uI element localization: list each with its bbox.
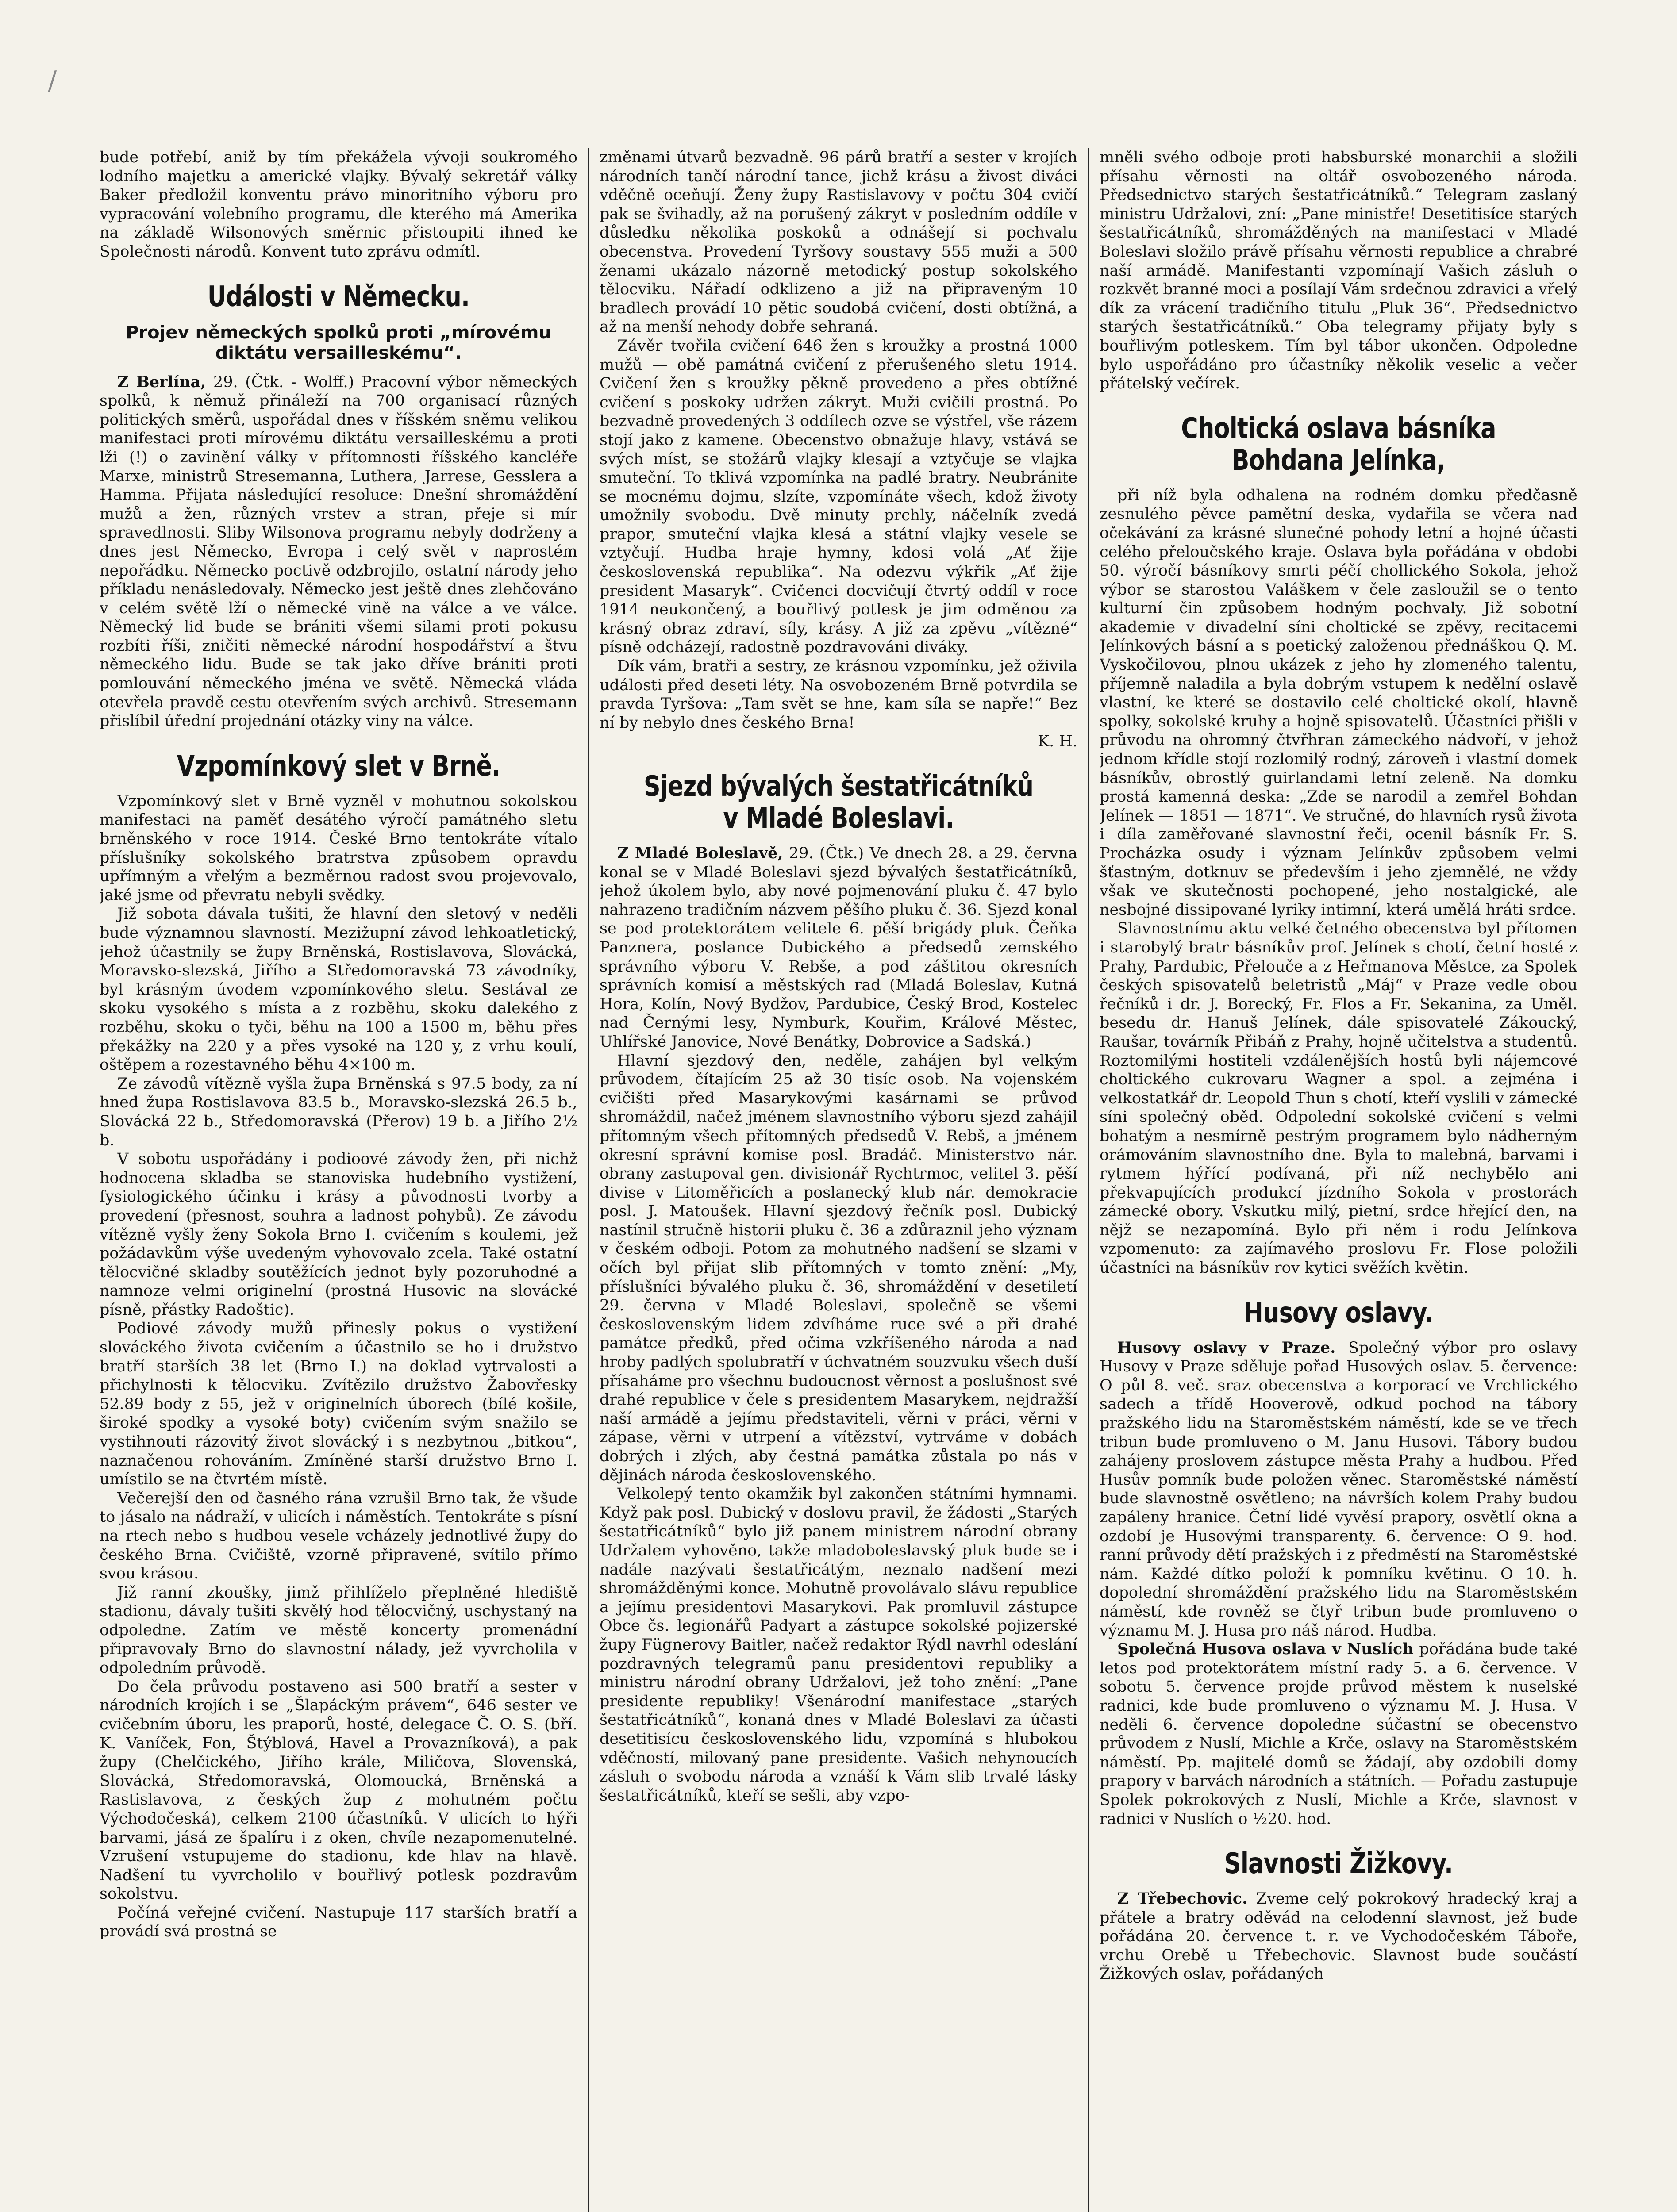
headline-slavnosti-zizkovy: Slavnosti Žižkovy. — [1224, 1847, 1453, 1881]
column-1 — [100, 148, 577, 2212]
paragraph: Počíná veřejné cvičení. Nastupuje 117 starších bratří a provádí svá prostná se — [100, 1904, 577, 1941]
paragraph: Husovy oslavy v Praze. Společný výbor pro oslavy Husovy v Praze sděluje pořad Husových oslav. 5. července: O půl 8. več. sraz obecenstva a korporací ve Vrchlického sadech a třídě Hooverově, odkud pochod na tábory pražského lidu na Staroměstském náměstí, kde se ve třech tribun bude promluveno o M. Janu Husovi. Tábory budou zahájeny proslovem zástupce města Prahy a hudbou. Před Husův pomník bude položen věnec. Staroměstské náměstí bude slavnostně osvětleno; na návrších kolem Prahy budou zapáleny hranice. Četní lidé vyvěsí prapory, osvětlí okna a ozdobí je Husovými transparenty. 6. července: O 9. hod. ranní průvody dětí pražských i z předměstí na Staroměstské nám. Každé dítko položí k pomníku květinu. O 10. h. dopolední shromáždění pražského lidu na Staroměstském náměstí, kde rovněž se čtyř tribun bude promluveno o významu M. J. Husa pro náš národ. Hudba. — [1100, 1338, 1577, 1640]
paragraph: Závěr tvořila cvičení 646 žen s kroužky a prostná 1000 mužů — obě památná cvičení z přerušeného sletu 1914. Cvičení žen s kroužky pěkně provedeno a přes obtížné cvičení s poskoky udržen zákryt. Muži cvičili prostná. Po bezvadně provedených 3 oddílech ozve se výstřel, vše rázem stojí jako z kamene. Obecenstvo obnažuje hlavy, vstává se svých míst, se stožárů vlajky klesají a vztyčuje se vlajka smuteční. To tklivá vzpomínka na padlé bratry. Neubránite se mocnému dojmu, slzíte, vzpomínáte všech, kdož životy umožnily svobodu. Dvě minuty prchly, náčelník zvedá prapor, smuteční vlajka klesá a státní vlajky vesele se vztyčují. Hudba hraje hymny, kdosi volá „Ať žije československá republika“. Na odezvu výkřik „Ať žije president Masaryk“. Cvičenci docvičují čtvrtý oddíl v roce 1914 neukončený, a bouřlivý potlesk je jim odměnou za krásný obraz zdraví, síly, krásy. A již za zpěvu „vítězné“ písně odcházejí, radostně pozdravováni diváky. — [600, 337, 1077, 657]
paragraph: při níž byla odhalena na rodném domku předčasně zesnulého pěvce pamětní deska, vydařila se včera nad očekávání za krásné slunečné pohody letní a hojné účasti celého přeloučského kraje. Oslava byla pořádána v obdobi 50. výročí básníkovy smrti péčí chollického Sokola, jehož výbor se starostou Valáškem v čele zasloužil se o tento kulturní čin způsobem hodným pochvaly. Již sobotní akademie v divadelní síni choltické se zpěvy, recitacemi Jelínkových básní a s poetický založenou přednáškou Q. M. Vyskočilovou, plnou ukázek z jeho hy zlomeného talentu, příjemně naladila a byla dobrým vstupem k nedělní oslavě vlastní, ke které se dostavilo celé choltické okolí, hlavně spolky, sokolské kruhy a hojně spisovatelů. Účastníci přišli v průvodu na ohromný čtvřhran zámeckého nádvoří, v jehož jednom křídle stojí rozlomilý rodný, zároveň i vlastní domek básníkův, obrostlý guirlandami letní zeleně. Na domku prostá kamenná deska: „Zde se narodil a zemřel Bohdan Jelínek — 1851 — 1871“. Ve stručné, do hlavních rysů života i díla zaměřované slavnostní řeči, ocenil básník Fr. S. Procházka osudy i význam Jelínkův způsobem velmi šťastným, dotknuv se především i jeho zjemnělé, ne vždy však ve skutečnosti pochopené, jeho nostalgické, ale nesbojné dissipované lyriky intimní, která umělá hráti srdce. — [1100, 486, 1577, 919]
paragraph: Již sobota dávala tušiti, že hlavní den sletový v neděli bude významnou slavností. Mezižupní závod lehkoatletický, jehož účastnily se župy Brněnská, Rostislavova, Slovácká, Moravsko-slezská, Jiřího a Středomoravská 73 závodníky, byl krásným úvodem vzpomínkového sletu. Sestával ze skoku vysokého s místa a z rozběhu, skoku dalekého z rozběhu, skoku o tyči, běhu na 100 a 1500 m, běhu přes překážky na 220 y a přes vysoké na 120 y, z vrhu koulí, oštěpem a rozestavného běhu 4×100 m. — [100, 905, 577, 1074]
paragraph: Z Berlína, 29. (Čtk. - Wolff.) Pracovní výbor německých spolků, k němuž přináleží na 700 organisací různých politických směrů, uspořádal dnes v říšském sněmu velikou manifestaci proti mírovému diktátu versailleskému a proti lži (!) o zavinění války v přítomnosti říšského kancléře Marxe, ministrů Stresemanna, Luthera, Jarrese, Gesslera a Hamma. Přijata následující resoluce: Dnešní shromáždění mužů a žen, různých vrstev a stran, přeje si mír spravedlnosti. Sliby Wilsonova programu nebyly dodrženy a dnes jest Německo, Evropa i celý svět v naprostém nepořádku. Německo poctivě odzbrojilo, ostatní národy jeho příkladu nenásledovaly. Německo jest ještě dnes zlehčováno v celém světě lží o německé vině na válce a ve válce. Německý lid bude se brániti všemi silami proti pokusu rozbíti říši, zničiti německé národní hospodářství a štvu německého lidu. Bude se tak jako dříve brániti proti pomlouvání německého jména ve světě. Německá vláda otevřela pravdě cestu otevřením svých archivů. Stresemann přislíbil úřední projednání otázky viny na válce. — [100, 373, 577, 730]
paragraph: Podiové závody mužů přinesly pokus o vystižení slováckého života cvičením a účastnilo se ho i družstvo bratří starších 38 let (Brno I.) na doklad vytrvalosti a přichylnosti k tělocviku. Zvítězilo družstvo Žabovřesky 52.89 body z 55, jež v originelních úborech (bílé košile, široké spodky a vysoké boty) cvičením svým snažilo se vystihnouti rázovitý život slovácký i s nezbytnou „bitkou“, naznačenou rohováním. Zmíněné starší družstvo Brno I. umístilo se na čtvrtém místě. — [100, 1320, 577, 1489]
paragraph: Slavnostnímu aktu velké četného obecenstva byl přítomen i starobylý bratr básníkův prof. Jelínek s chotí, četní hosté z Prahy, Pardubic, Přelouče a z Heřmanova Městce, za Spolek českých spisovatelů beletristů „Máj“ v Praze vedle obou řečníků i dr. J. Borecký, Fr. Flos a Fr. Sekanina, za Uměl. besedu dr. Hanuš Jelínek, dále spisovatelé Zákoucký, Raušar, továrník Přibáň z Prahy, hojně učitelstva a studentů. Roztomilými hostiteli vzdálenějších hostů byli nájemcové choltického cukrovaru Wagner a spol. a zejména i velkostatkář dr. Leopold Thun s chotí, kteří vyslili v zámecké síni společný oběd. Odpolední sokolské cvičení s velmi bohatým a nesmírně pestrým programem bylo nádherným orámováním slavnostního dne. Byla to malebná, barvami i rytmem hýřící podívaná, při níž nechybělo ani překvapujících produkcí jízdního Sokola v prostorách zámecké obory. Vskutku milý, pietní, srdce hřející den, na nějž se nezapomíná. Bylo při něm i rodu Jelínkova vzpomenuto: za zajímavého proslovu Fr. Flose položili účastníci na básníkův rov kytici svěžích květin. — [1100, 920, 1577, 1277]
dateline: Z Třebechovic. — [1117, 1889, 1248, 1908]
headline-sjezd: Sjezd bývalých šestatřicátníků v Mladé Boleslavi. — [643, 770, 1034, 835]
paragraph: Večerejší den od časného rána vzrušil Brno tak, že všude to jásalo na nádraží, v ulicích i náměstích. Tentokráte s písní na rtech nebo s hudbou vesele vcházely jednotlivé župy do českého Brna. Cvičiště, vzorně připravené, svítilo přímo svou krásou. — [100, 1489, 577, 1583]
headline-vzpominkovy-slet: Vzpomínkový slet v Brně. — [177, 749, 500, 783]
margin-mark: / — [48, 65, 57, 96]
paragraph: V sobotu uspořádány i podioové závody žen, při nichž hodnocena skladba se stanoviska hudebního vystižení, fysiologického účinku i krásy a původnosti tvorby a provedení (přesnost, souhra a ladnost pohybů). Ze závodu vítězně vyšly ženy Sokola Brno I. cvičením s koulemi, jež požádavkům výše uvedeným vyhovovalo zcela. Také ostatní tělocvičné skladby soutěžících jednot byly pozoruhodné a namnoze velmi originelní (prostná Husovic na slovácké písně, přástky Radoštic). — [100, 1150, 577, 1319]
paragraph: Hlavní sjezdový den, neděle, zahájen byl velkým průvodem, čítajícím 25 až 30 tisíc osob. Na vojenském cvičišti před Masarykovými kasárnami se průvod shromáždil, načež jménem slavnostního výboru sjezd zahájil přítomným všech přítomných předsedů V. Rebš, a jménem okresní správní komise posl. Bradáč. Ministerstvo nár. obrany zastupoval gen. divisionář Rychtrmoc, velitel 3. pěší divise v Litoměřicích a poslanecký klub nár. demokracie posl. J. Matoušek. Hlavní sjezdový řečník posl. Dubický nastínil stručně historii pluku č. 36 a zdůraznil jeho význam v českém odboji. Potom za mohutného nadšení se slzami v očích byl přijat slib přítomných v tomto znění: „My, příslušníci bývalého pluku č. 36, shromáždění v desetiletí 29. června v Mladé Boleslavi, společně se všemi československým lidem zdvíháme ruce své a při drahé památce předků, před očima vzkříšeného národa a nad hroby padlých spolubratří v úchvatném souzvuku všech duší přísaháme pro všechnu budoucnost věrnost a poslušnost své drahé republice v čele s presidentem Masarykem, nejdražší naší armádě a jejímu představiteli, věrni v práci, věrni v zápase, věrni v utrpení a vítězství, vytrváme v dobách dobrých i zlých, aby čestná památka zůstala po nás v dějinách národa československého. — [600, 1052, 1077, 1484]
dateline: Společná Husova oslava v Nuslích — [1117, 1640, 1414, 1659]
dateline: Z Berlína, — [117, 373, 206, 391]
paragraph: Z Třebechovic. Zveme celý pokrokový hradecký kraj a přátele a bratry oděvád na celodenní slavnost, jež bude pořádána 20. července t. r. ve Vychodočeském Táboře, vrchu Orebě u Třebechovic. Slavnost bude součástí Žižkových oslav, pořádaných — [1100, 1889, 1577, 1983]
paragraph: Z Mladé Boleslavě, 29. (Čtk.) Ve dnech 28. a 29. června konal se v Mladé Boleslavi sjezd bývalých šestatřicátníků, jehož úkolem bylo, aby nové pojmenování pluku č. 47 bylo nahrazeno tradičním názvem pěšího pluku č. 36. Sjezd konal se pod protektorátem velitele 6. pěší brigády pluk. Čeňka Panznera, poslance Dubického a předsedů zemského správního výboru V. Rebše, a pod záštitou okresních správních komisí a městských rad (Mladá Boleslav, Kutná Hora, Kolín, Nový Bydžov, Pardubice, Český Brod, Kostelec nad Černými lesy, Nymburk, Kouřim, Králové Městec, Uhlířské Janovice, Nové Benátky, Dobrovice a Sadská.) — [600, 844, 1077, 1051]
paragraph: Velkolepý tento okamžik byl zakončen státními hymnami. Když pak posl. Dubický v doslovu pravil, že žádosti „Starých šestatřicátníků“ bylo již panem ministrem národní obrany Udržalem vyhověno, takže mladoboleslavský pluk bude se i nadále nazývati šestatřicátým, neznalo nadšení mezi shromážděnými konce. Mohutně provolávalo slávu republice a jejímu presidentovi Masarykovi. Pak promluvil zástupce Obce čs. legionářů Padyart a zástupce sokolské pojizerské župy Fügnerovy Baitler, načež redaktor Rýdl navrhl odeslání pozdravných telegramů panu presidentovi republiky a ministru národní obrany Udržalovi, jež toho znění: „Pane presidente republiky! Všenárodní manifestace „starých šestatřicátníků“, konaná dnes v Mladé Boleslavi za účasti desetitisícu československého lidu, vzpomíná s hlubokou vděčností, milovaný pane presidente. Vašich nehynoucích zásluh o svobodu národa a vznáší k Vám slib trvalé lásky šestatřicátníků, kteří se sešli, aby vzpo- — [600, 1485, 1077, 1805]
dateline: Z Mladé Boleslavě, — [617, 844, 783, 862]
headline-husovy-oslavy: Husovy oslavy. — [1243, 1296, 1434, 1329]
paragraph: Společná Husova oslava v Nuslích pořádána bude také letos pod protektorátem místní rady 5. a 6. července. V sobotu 5. července projde průvod městem k nuselské radnici, kde bude promluveno o významu M. J. Husa. V neděli 6. července dopoledne súčastní se obecenstvo průvodem z Nuslí, Michle a Krče, oslavy na Staroměstském náměstí. Pp. majitelé domů se žádají, aby ozdobili domy prapory v barvách národních a státních. — Pořadu zastupuje Spolek pokrokových z Nuslí, Michle a Krče, slavnost v radnici v Nuslích o ½20. hod. — [1100, 1640, 1577, 1828]
subheadline-projev: Projev německých spolků proti „mírovému diktátu versailleskému“. — [126, 322, 551, 363]
dateline: Husovy oslavy v Praze. — [1117, 1338, 1336, 1357]
column-2 — [600, 148, 1077, 2212]
paragraph: Vzpomínkový slet v Brně vyzněl v mohutnou sokolskou manifestaci na paměť desátého výročí památného sletu brněnského v roce 1914. České Brno tentokráte vítalo příslušníky sokolského bratrstva způsobem opravdu upřímným a vřelým a bezměrnou radost svou projevovalo, jaké jsme od převratu nebyli svědky. — [100, 792, 577, 904]
paragraph: bude potřebí, aniž by tím překážela vývoji soukromého lodního majetku a americké vlajky. Bývalý sekretář války Baker předložil konventu právo minoritního výboru pro vypracování volebního programu, dle kterého má Amerika na základě Wilsonových směrnic přistoupiti ihned ke Společnosti národů. Konvent tuto zprávu odmítl. — [100, 149, 577, 261]
column-rule — [588, 148, 589, 2212]
paragraph: Do čela průvodu postaveno asi 500 bratří a sester v národních krojích i se „Šlapáckým právem“, 646 sester ve cvičebním úboru, les praporů, hosté, delegace Č. O. S. (bří. K. Vaníček, Fon, Štýblová, Havel a Provazníková), a pak župy (Chelčického, Jiřího krále, Miličova, Slovenská, Slovácká, Středomoravská, Olomoucká, Brněnská a Rastislavova, z českých žup z mohutném počtu Východočeská), celkem 2100 účastníků. V ulicích to hýři barvami, jásá ze špalíru i z oken, chvíle nezapomenutelné. Vzrušení vstupujeme do stadionu, kde hlav na hlavě. Nadšení tu vyvrcholilo v bouřlivý potlesk pozdravům sokolstvu. — [100, 1678, 577, 1903]
headline-udalosti-v-nemecku: Události v Německu. — [207, 280, 470, 313]
paragraph: mněli svého odboje proti habsburské monarchii a složili přísahu věrnosti na oltář osvobozeného národa. Předsednictvo starých šestatřicátníků.“ Telegram zaslaný ministru Udržalovi, zní: „Pane ministře! Desetitisíce starých šestatřicátníků, shromážděných na manifestaci v Mladé Boleslavi složilo právě přísahu věrnosti republice a chrabré naší armádě. Manifestanti vzpomínají Vašich zásluh o rozkvět branné moci a posílají Vám srdečnou zdravici a vřelý dík za vrácení tradičního titulu „Pluk 36“. Předsednictvo starých šestatřicátníků.“ Oba telegramy přijaty byly s bouřlivým potleskem. Tím byl tábor ukončen. Odpoledne bylo uspořádáno pro účastníky několik veselic a večer přátelský večírek. — [1100, 149, 1577, 393]
paragraph: Dík vám, bratři a sestry, ze krásnou vzpomínku, jež oživila události před deseti léty. Na osvobozeném Brně potvrdila se pravda Tyršova: „Tam svět se hne, kam síla se napře!“ Bez ní by nebylo dnes českého Brna! — [600, 657, 1077, 732]
paragraph: Ze závodů vítězně vyšla župa Brněnská s 97.5 body, za ní hned župa Rostislavova 83.5 b., Moravsko-slezská 26.5 b., Slovácká 22 b., Středomoravská (Přerov) 19 b. a Jiřího 2½ b. — [100, 1075, 577, 1149]
paragraph: Již ranní zkoušky, jimž přihlíželo přeplněné hlediště stadionu, dávaly tušiti skvělý hod tělocvičný, uschystaný na odpoledne. Zatím ve městě koncerty promenádní připravovaly Brno do slavnostní nálady, jež vyvrcholila v odpoledním průvodě. — [100, 1583, 577, 1677]
paragraph: změnami útvarů bezvadně. 96 párů bratří a sester v krojích národních tančí národní tance, jichž krásu a živost diváci vděčně oceňují. Ženy župy Rastislavovy v počtu 304 cvičí pak se švihadly, až na porušený zákryt v posledním oddíle v důsledku několika poskoků a odnášejí si pochvalu obecenstva. Provedení Tyršovy soustavy 555 muži a 500 ženami ukázalo názorně metodický postup sokolského tělocviku. Nářadí odklizeno a již na připraveným 10 bradlech provádí 10 pětic soudobá cvičení, dosti obtížná, a až na menší nehody dobře sehraná. — [600, 149, 1077, 336]
author-signature: K. H. — [1037, 733, 1077, 751]
column-3 — [1100, 148, 1577, 2212]
column-rule — [1088, 148, 1089, 2212]
headline-choltice: Choltická oslava básníka Bohdana Jelínka, — [1181, 412, 1496, 477]
